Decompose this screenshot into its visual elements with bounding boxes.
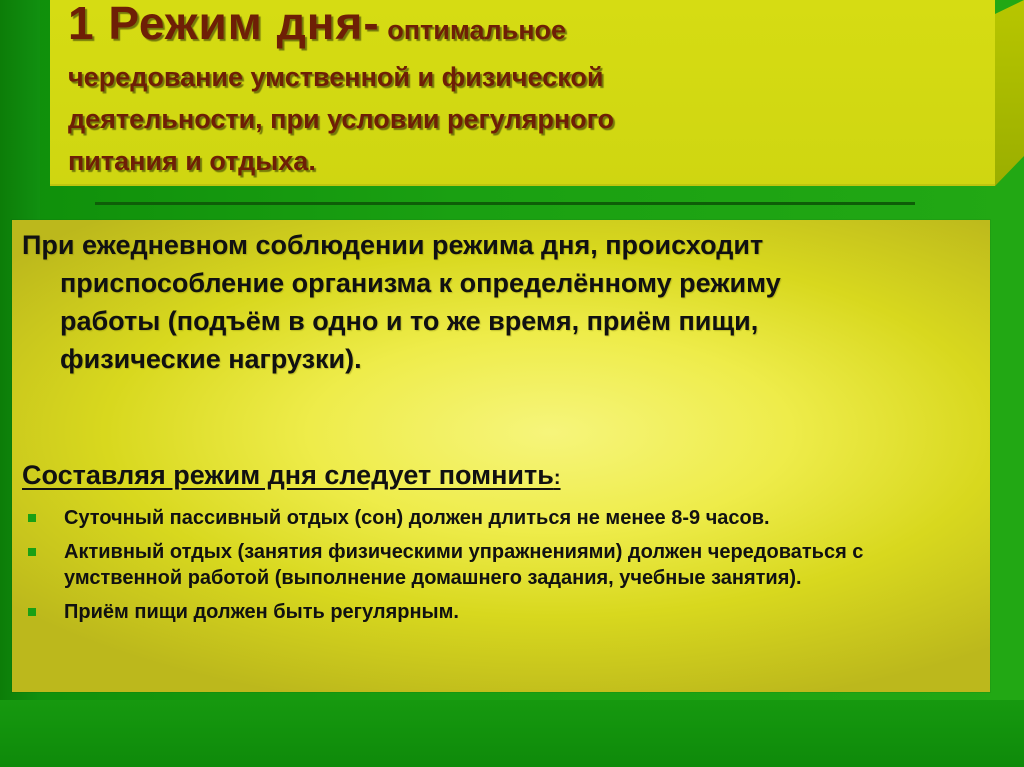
paragraph-line: При ежедневном соблюдении режима дня, происходит: [22, 230, 764, 260]
list-item-text: Активный отдых (занятия физическими упражнениями) должен чередоваться с умственной работой (выполнение домашнего задания, учебные занятия).: [64, 541, 864, 589]
header-block: [50, 0, 995, 186]
list-item-text: Суточный пассивный отдых (сон) должен длиться не менее 8-9 часов.: [64, 507, 770, 529]
list-item: [20, 505, 980, 531]
bottom-background-band: [0, 700, 1024, 767]
title-line: питания и отдыха.: [68, 146, 316, 176]
square-bullet-icon: [28, 608, 36, 616]
slide-title: [68, 2, 975, 182]
title-line: чередование умственной и физической: [68, 62, 604, 92]
square-bullet-icon: [28, 514, 36, 522]
header-bevel: [995, 0, 1024, 186]
divider-line: [95, 202, 915, 205]
bullet-list: [20, 505, 980, 633]
list-item: [20, 599, 980, 625]
intro-paragraph: [22, 226, 982, 378]
section-heading-colon: :: [553, 467, 561, 489]
section-heading: [22, 460, 561, 491]
title-main: 1 Режим дня-: [68, 0, 380, 49]
title-rest: оптимальное: [379, 15, 567, 45]
title-line: деятельности, при условии регулярного: [68, 104, 615, 134]
list-item-text: Приём пищи должен быть регулярным.: [64, 601, 459, 623]
paragraph-line: работы (подъём в одно и то же время, приём пищи,: [60, 306, 759, 336]
square-bullet-icon: [28, 548, 36, 556]
paragraph-line: приспособление организма к определённому режиму: [60, 268, 781, 298]
paragraph-line: физические нагрузки).: [60, 344, 362, 374]
section-heading-text: Составляя режим дня следует помнить: [22, 460, 554, 490]
list-item: [20, 539, 980, 591]
content-card: [12, 220, 990, 692]
